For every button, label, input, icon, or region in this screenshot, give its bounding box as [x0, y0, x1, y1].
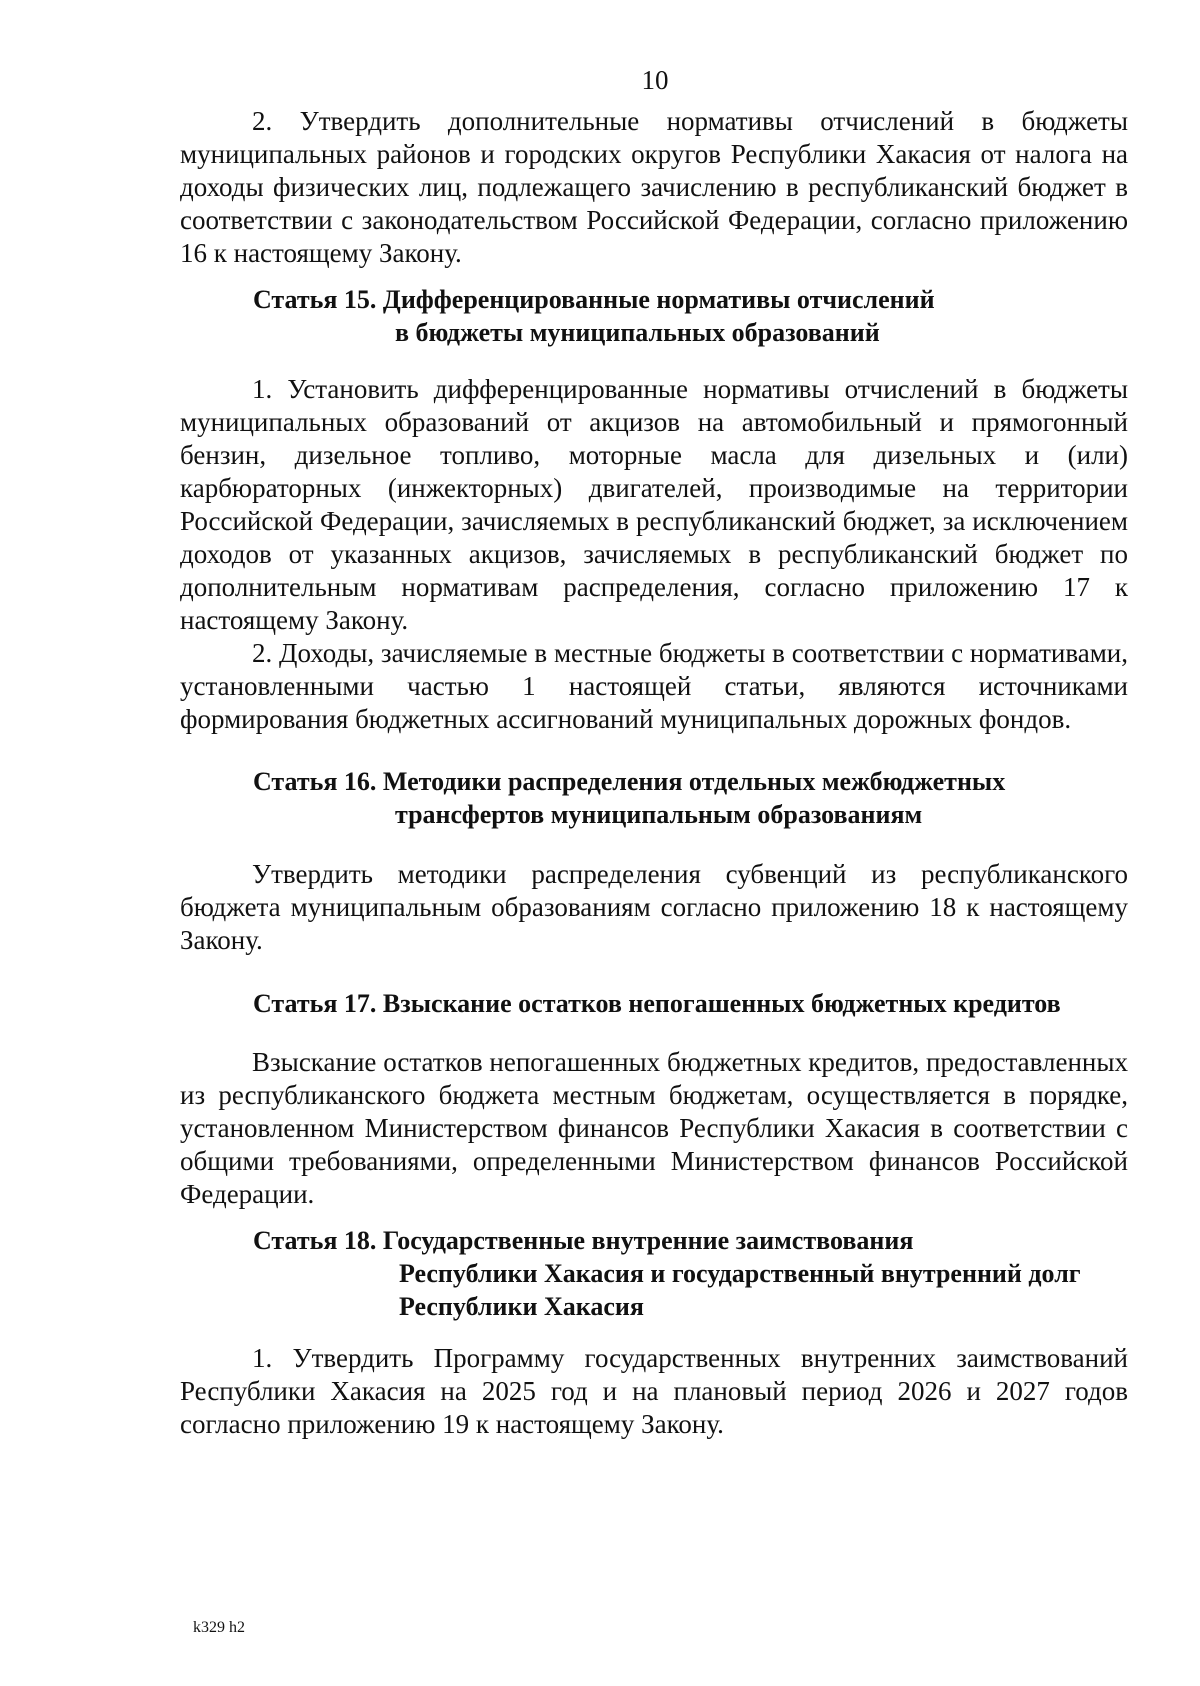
- article15-paragraph-2: 2. Доходы, зачисляемые в местные бюджеты в соответствии с нормативами, установленными частью 1 настоящей статьи, являются источниками формирования бюджетных ассигнований муниципальных дорожных фондов.: [180, 638, 1128, 734]
- article15-heading-line2: в бюджеты муниципальных образований: [395, 318, 880, 347]
- article16-heading: [253, 765, 1133, 831]
- article18-body: [180, 1342, 1128, 1441]
- article18-heading: [253, 1224, 1133, 1323]
- article17-paragraph-1: Взыскание остатков непогашенных бюджетных кредитов, предоставленных из республиканского бюджета местным бюджетам, осуществляется в порядке, установленном Министерством финансов Республики Хакасия в соответствии с общими требованиями, определенными Министерством финансов Российской Федерации.: [180, 1047, 1128, 1209]
- article15-body: [180, 373, 1128, 736]
- article16-heading-line2: трансфертов муниципальным образованиям: [395, 800, 923, 829]
- article17-heading-line1: Статья 17. Взыскание остатков непогашенных бюджетных кредитов: [253, 989, 1061, 1018]
- footer-code: k329 h2: [193, 1619, 245, 1636]
- article16-paragraph-1: Утвердить методики распределения субвенций из республиканского бюджета муниципальным образованиям согласно приложению 18 к настоящему Закону.: [180, 859, 1128, 955]
- paragraph-text: 2. Утвердить дополнительные нормативы отчислений в бюджеты муниципальных районов и городских округов Республики Хакасия от налога на доходы физических лиц, подлежащего зачислению в республиканский бюджет в соответствии с законодательством Российской Федерации, согласно приложению 16 к настоящему Закону.: [180, 106, 1128, 268]
- article16-body: [180, 858, 1128, 957]
- article14-paragraph-2: [180, 105, 1128, 270]
- article15-paragraph-1: 1. Установить дифференцированные нормативы отчислений в бюджеты муниципальных образований от акцизов на автомобильный и прямогонный бензин, дизельное топливо, моторные масла для дизельных и (или) карбюраторных (инжекторных) двигателей, производимые на территории Российской Федерации, зачисляемых в республиканский бюджет, за исключением доходов от указанных акцизов, зачисляемых в республиканский бюджет по дополнительным нормативам распределения, согласно приложению 17 к настоящему Закону.: [180, 374, 1128, 635]
- article15-heading: [253, 283, 1133, 349]
- article15-heading-line1: Статья 15. Дифференцированные нормативы отчислений: [253, 285, 935, 314]
- article16-heading-line1: Статья 16. Методики распределения отдельных межбюджетных: [253, 767, 1006, 796]
- article17-heading: [253, 987, 1133, 1020]
- article18-heading-line3: Республики Хакасия: [399, 1292, 644, 1321]
- article18-heading-line1: Статья 18. Государственные внутренние заимствования: [253, 1226, 914, 1255]
- page-number: 10: [641, 65, 669, 95]
- article18-paragraph-1: 1. Утвердить Программу государственных внутренних заимствований Республики Хакасия на 2025 год и на плановый период 2026 и 2027 годов согласно приложению 19 к настоящему Закону.: [180, 1343, 1128, 1439]
- article17-body: [180, 1046, 1128, 1211]
- article18-heading-line2: Республики Хакасия и государственный внутренний долг: [399, 1259, 1081, 1288]
